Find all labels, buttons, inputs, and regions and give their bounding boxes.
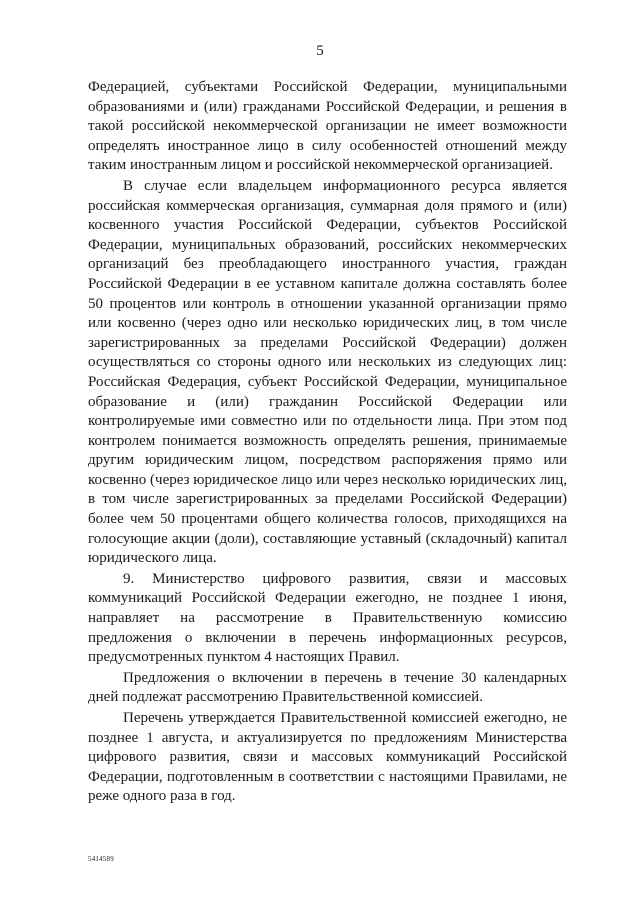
document-body xyxy=(88,78,567,807)
page-number: 5 xyxy=(316,43,324,59)
paragraph-continuation: Федерацией, субъектами Российской Федерации, муниципальными образованиями и (или) гражданами Российской Федерации, и решения в такой российской некоммерческой организации не имеет возможности определять иностранное лицо в силу особенностей отношений между таким иностранным лицом и российской некоммерческой организацией. xyxy=(88,79,567,174)
paragraph-list-approval: Перечень утверждается Правительственной комиссией ежегодно, не позднее 1 августа, и актуализируется по предложениям Министерства цифрового развития, связи и массовых коммуникаций Российской Федерации, подготовленным в соответствии с настоящими Правилами, не реже одного раза в год. xyxy=(88,710,567,805)
paragraph-commercial-organization: В случае если владельцем информационного ресурса является российская коммерческая организация, суммарная доля прямого и (или) косвенного участия Российской Федерации, субъектов Российской Федерации, муниципальных образований, российских некоммерческих организаций без преобладающего иностранного участия, граждан Российской Федерации в ее уставном капитале должна составлять более 50 процентов или контроль в отношении указанной организации прямо или косвенно (через одно или несколько юридических лиц, в том числе зарегистрированных за пределами Российской Федерации) должен осуществляться со стороны одного или нескольких из следующих лиц: Российская Федерация, субъект Российской Федерации, муниципальное образование и (или) гражданин Российской Федерации или контролируемые ими совместно или по отдельности лица. При этом под контролем понимается возможность определять решения, принимаемые другим юридическим лицом, посредством распоряжения прямо или косвенно (через юридическое лицо или через несколько юридических лиц, в том числе зарегистрированных за пределами Российской Федерации) более чем 50 процентами общего количества голосов, приходящихся на голосующие акции (доли), составляющие уставный (складочный) капитал юридического лица. xyxy=(88,177,567,567)
paragraph-proposals-review: Предложения о включении в перечень в течение 30 календарных дней подлежат рассмотрению Правительственной комиссией. xyxy=(88,669,567,706)
document-code: 5414589 xyxy=(88,855,114,863)
paragraph-item-9: 9. Министерство цифрового развития, связи и массовых коммуникаций Российской Федерации ежегодно, не позднее 1 июня, направляет на рассмотрение в Правительственную комиссию предложения о включении в перечень информационных ресурсов, предусмотренных пунктом 4 настоящих Правил. xyxy=(88,570,567,666)
